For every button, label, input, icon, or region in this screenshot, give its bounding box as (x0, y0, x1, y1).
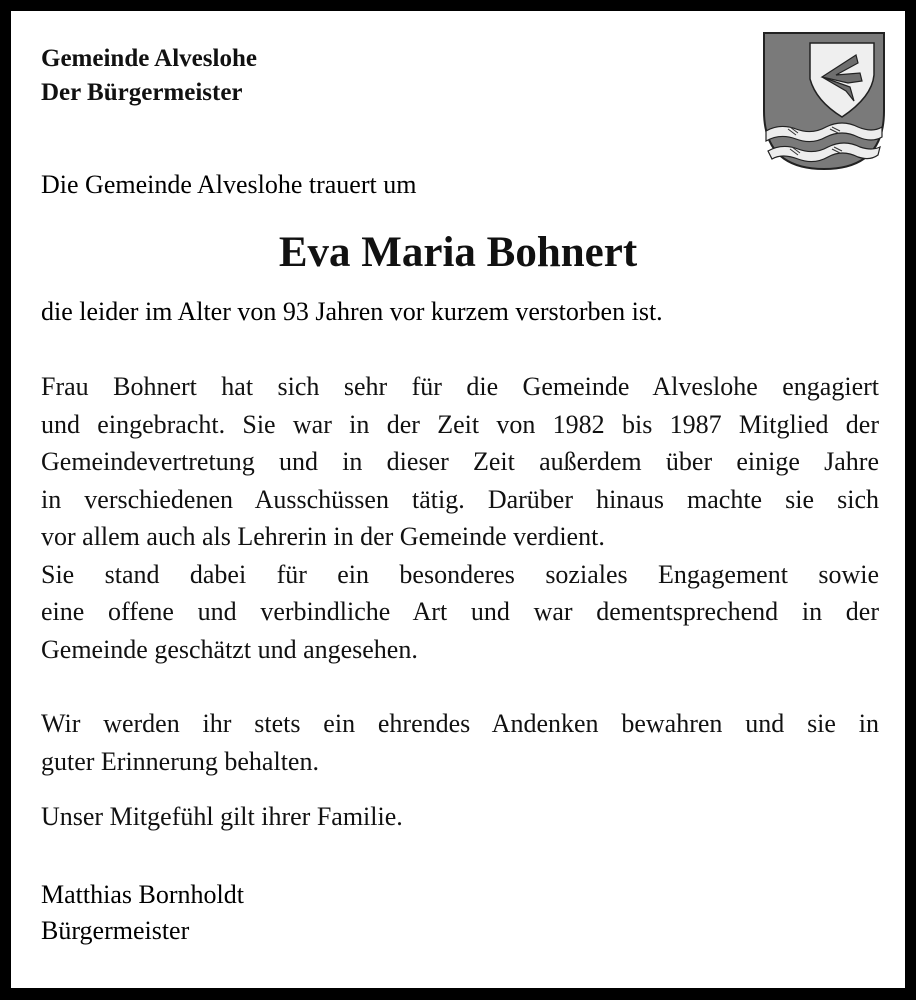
intro-line: Die Gemeinde Alveslohe trauert um (41, 170, 417, 199)
signature-block (41, 877, 244, 949)
paragraph-line: eine offene und verbindliche Art und war dementsprechend in der (41, 597, 879, 626)
age-line: die leider im Alter von 93 Jahren vor kurzem verstorben ist. (41, 297, 663, 326)
condolence-paragraph (41, 798, 879, 836)
paragraph-line: Gemeindevertretung und in dieser Zeit außerdem über einige Jahre (41, 447, 879, 476)
signatory-title: Bürgermeister (41, 916, 190, 945)
paragraph-line: Gemeinde geschätzt und angesehen. (41, 634, 418, 664)
paragraph-line: und eingebracht. Sie war in der Zeit von 1982 bis 1987 Mitglied der (41, 409, 879, 439)
paragraph-line: Frau Bohnert hat sich sehr für die Gemeinde Alveslohe engagiert (41, 372, 879, 401)
issuer-title: Der Bürgermeister (41, 79, 243, 106)
signatory-name: Matthias Bornholdt (41, 880, 244, 909)
paragraph-line: Unser Mitgefühl gilt ihrer Familie. (41, 802, 403, 831)
paragraph-line: guter Erinnerung behalten. (41, 746, 319, 776)
paragraph-line: in verschiedenen Ausschüssen tätig. Darüber hinaus machte sie sich (41, 484, 879, 514)
deceased-name: Eva Maria Bohnert (278, 229, 638, 276)
issuer-header (41, 42, 257, 110)
coat-of-arms-icon (762, 31, 886, 171)
tribute-paragraph (41, 368, 879, 668)
paragraph-line: vor allem auch als Lehrerin in der Gemeinde verdient. (41, 522, 605, 551)
paragraph-line: Wir werden ihr stets ein ehrendes Andenken bewahren und sie in (41, 709, 879, 738)
municipality-name: Gemeinde Alveslohe (41, 45, 257, 72)
remembrance-paragraph (41, 705, 879, 780)
obituary-notice (11, 11, 905, 988)
paragraph-line: Sie stand dabei für ein besonderes soziales Engagement sowie (41, 559, 879, 589)
